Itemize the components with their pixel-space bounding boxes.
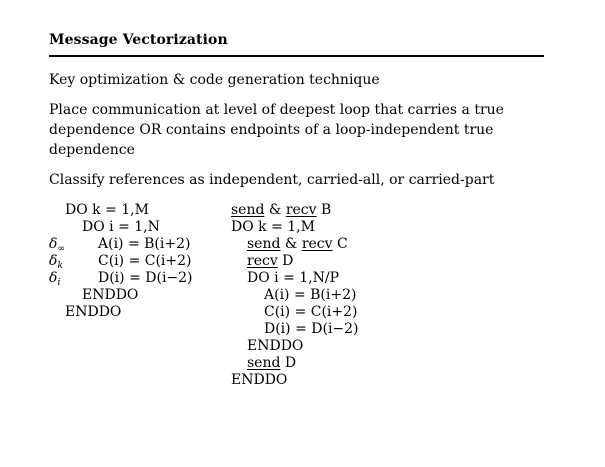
delta-subscript: i	[57, 278, 61, 288]
code-line	[231, 338, 431, 355]
code-line	[49, 287, 219, 304]
code-text: C(i) = C(i+2)	[264, 304, 358, 320]
code-text: send & recv C	[247, 236, 348, 252]
delta-subscript: k	[57, 261, 63, 271]
code-text: DO k = 1,M	[65, 202, 149, 218]
dependence-label-k	[49, 253, 63, 270]
code-text: C(i) = C(i+2)	[98, 253, 192, 269]
code-line	[49, 304, 219, 321]
delta-symbol: δ	[49, 236, 58, 252]
code-text: A(i) = B(i+2)	[98, 236, 191, 252]
bullet-classify-references: Classify references as independent, carried-all, or carried-part	[49, 172, 495, 188]
code-line	[231, 270, 431, 287]
delta-subscript: ∞	[57, 244, 65, 254]
code-line	[49, 236, 219, 253]
slide-title: Message Vectorization	[49, 32, 228, 48]
code-text: ENDDO	[65, 304, 122, 320]
code-line	[49, 253, 219, 270]
code-text: send D	[247, 355, 297, 371]
code-line	[231, 321, 431, 338]
code-text: DO k = 1,M	[231, 219, 315, 235]
title-rule	[49, 55, 544, 57]
code-line	[231, 355, 431, 372]
code-text: send & recv B	[231, 202, 332, 218]
code-text: DO i = 1,N/P	[247, 270, 340, 286]
code-line	[231, 219, 431, 236]
code-line	[231, 372, 431, 389]
code-line	[231, 236, 431, 253]
bullet-key-optimization: Key optimization & code generation technique	[49, 72, 380, 88]
code-line	[231, 287, 431, 304]
code-line	[231, 304, 431, 321]
code-text: A(i) = B(i+2)	[264, 287, 357, 303]
code-text: recv D	[247, 253, 294, 269]
code-line	[49, 219, 219, 236]
delta-symbol: δ	[49, 270, 58, 286]
code-text: ENDDO	[247, 338, 304, 354]
code-line	[231, 253, 431, 270]
code-text: D(i) = D(i−2)	[98, 270, 193, 286]
code-line	[49, 202, 219, 219]
code-text: ENDDO	[82, 287, 139, 303]
bullet-place-communication: Place communication at level of deepest loop that carries a true dependence OR contains endpoints of a loop-independent true dependence	[49, 102, 504, 158]
original-loop-code	[49, 202, 219, 321]
code-text: DO i = 1,N	[82, 219, 160, 235]
dependence-label-i	[49, 270, 60, 287]
dependence-label-infinity	[49, 236, 65, 253]
vectorized-code	[231, 202, 431, 389]
delta-symbol: δ	[49, 253, 58, 269]
code-text: D(i) = D(i−2)	[264, 321, 359, 337]
code-line	[49, 270, 219, 287]
code-line	[231, 202, 431, 219]
code-text: ENDDO	[231, 372, 288, 388]
